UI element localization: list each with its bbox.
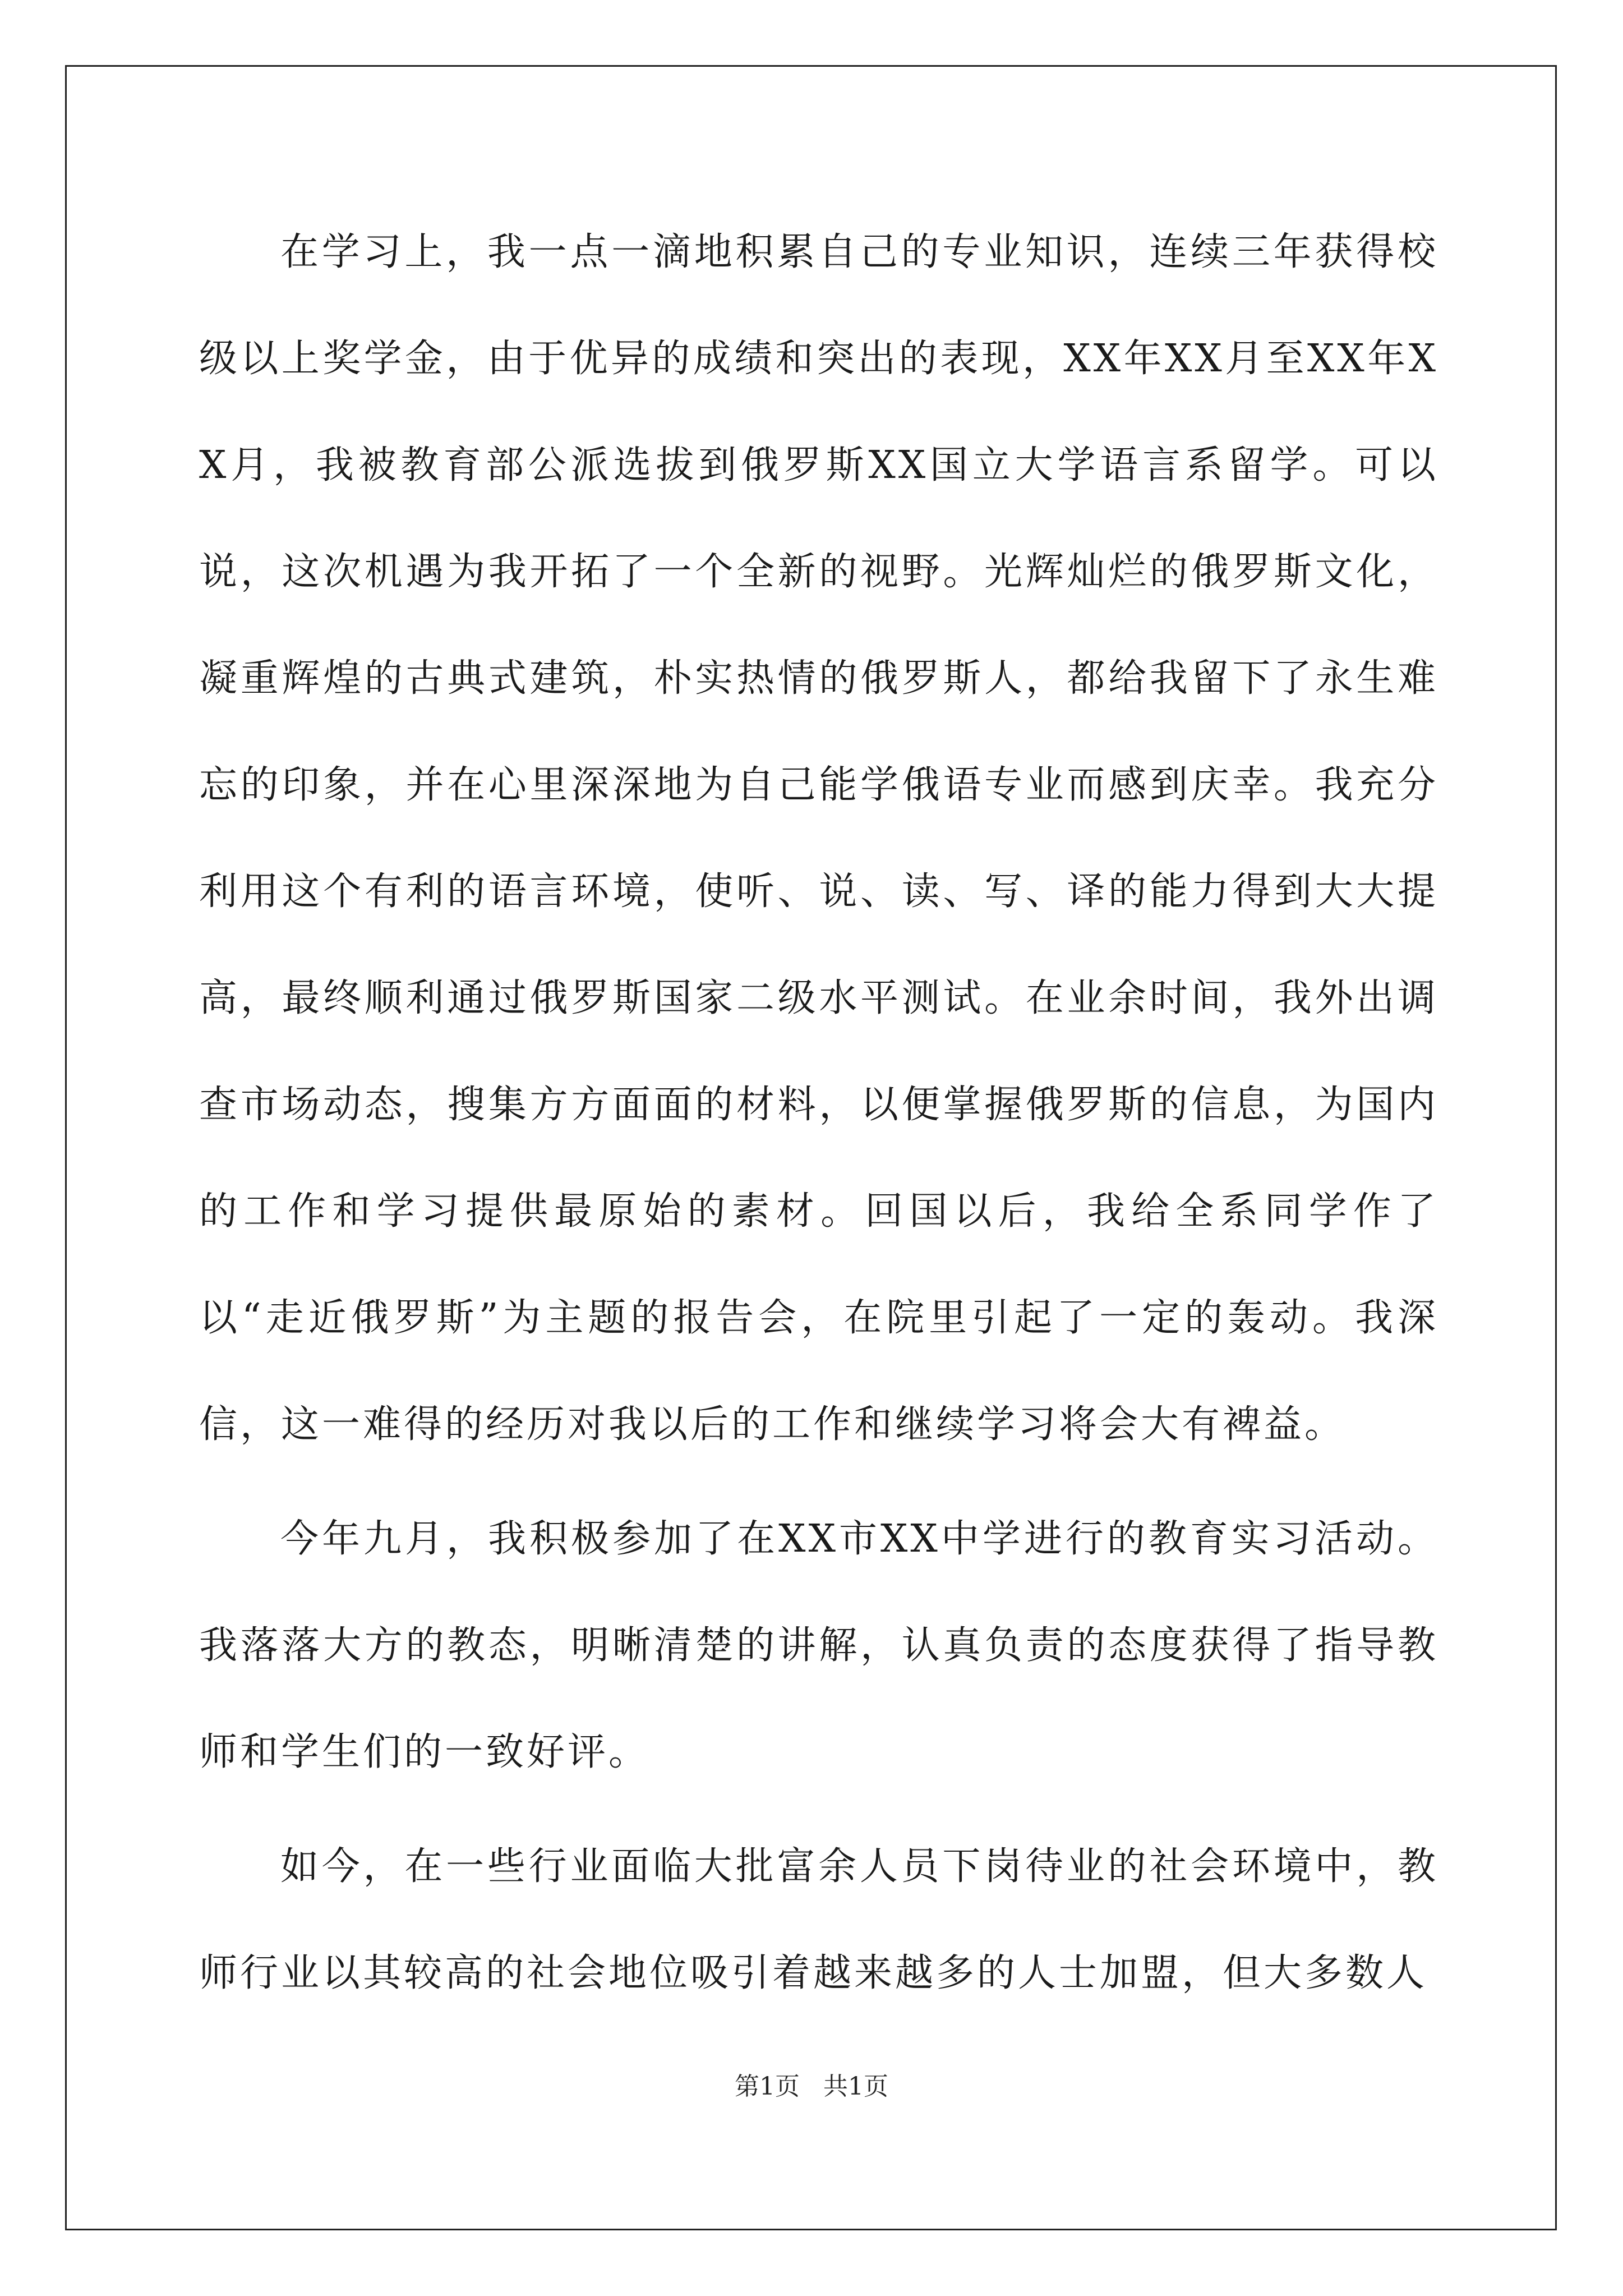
document-body (199, 199, 1438, 2035)
page-number-footer: 第1页 共1页 (735, 2072, 888, 2101)
paragraph-teaching-practice: 今年九月，我积极参加了在XX市XX中学进行的教育实习活动。我落落大方的教态，明晰清楚的讲解，认真负责的态度获得了指导教师和学生们的一致好评。 (199, 1517, 1438, 1774)
paragraph-study-abroad: 在学习上，我一点一滴地积累自己的专业知识，连续三年获得校级以上奖学金，由于优异的成绩和突出的表现，XX年XX月至XX年XX月，我被教育部公派选拔到俄罗斯XX国立大学语言系留学。可以说，这次机遇为我开拓了一个全新的视野。光辉灿烂的俄罗斯文化，凝重辉煌的古典式建筑，朴实热情的俄罗斯人，都给我留下了永生难忘的印象，并在心里深深地为自己能学俄语专业而感到庆幸。我充分利用这个有利的语言环境，使听、说、读、写、译的能力得到大大提高，最终顺利通过俄罗斯国家二级水平测试。在业余时间，我外出调查市场动态，搜集方方面面的材料，以便掌握俄罗斯的信息，为国内的工作和学习提供最原始的素材。回国以后，我给全系同学作了以“走近俄罗斯”为主题的报告会，在院里引起了一定的轰动。我深信，这一难得的经历对我以后的工作和继续学习将会大有裨益。 (199, 230, 1438, 1447)
paragraph-teaching-profession: 如今，在一些行业面临大批富余人员下岗待业的社会环境中，教师行业以其较高的社会地位吸引着越来越多的人士加盟，但大多数人 (199, 1844, 1438, 1995)
